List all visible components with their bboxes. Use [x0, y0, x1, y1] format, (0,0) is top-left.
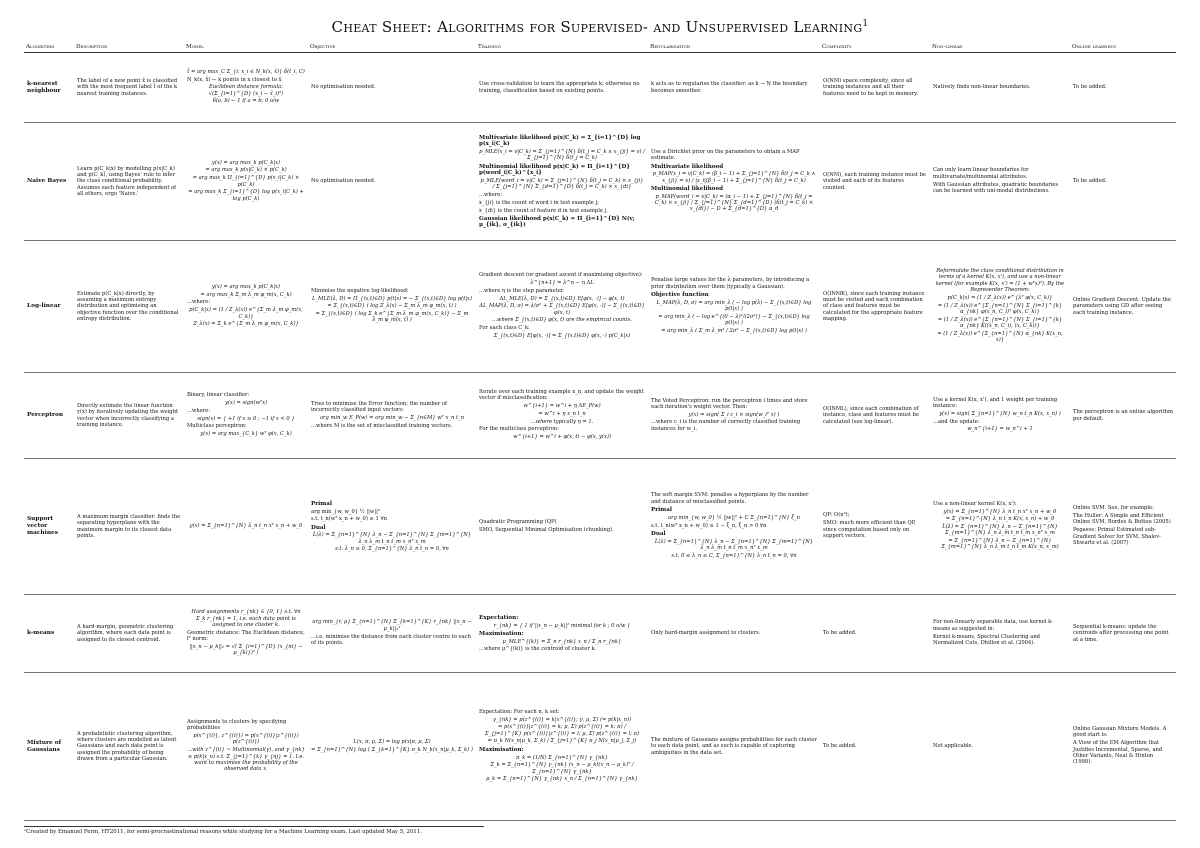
cell-line: Multiclass perceptron: — [187, 423, 247, 430]
cell-text: Only hard-margin assignment to clusters. — [651, 630, 761, 637]
cell-online — [1070, 595, 1176, 673]
cell-model — [184, 595, 308, 673]
cell-line: ...where: — [187, 299, 211, 306]
cell-alg — [24, 673, 74, 821]
cell-reg — [648, 123, 820, 241]
cell-reg — [648, 373, 820, 459]
column-header: Model — [184, 40, 308, 53]
cell-line: L̃(λ) = Σ_{n=1}^{N} λ_n − Σ_{n=1}^{N} Σ_{m=1}^{N} λ_n λ_m t_n t_m x_nᵀ x_m — [942, 524, 1058, 537]
cell-alg — [24, 53, 74, 123]
cell-line: Penalise large values for the λ parameters, by introducing a prior distribution over them (typically a Gaussian). — [651, 277, 810, 290]
cell-line: Primal — [651, 507, 672, 513]
cell-line: = π_k N(x_n|μ_k, Σ_k) / Σ_{j=1}^{K} π_j N(x_n|μ_j, Σ_j) — [487, 738, 637, 745]
cell-line: x_{ji} is the count of word i in test example j; — [479, 199, 599, 206]
cell-line: y(x) = sign(wᵀx) — [224, 399, 268, 406]
cell-text: No optimisation needed. — [311, 178, 376, 185]
cell-line: SMO: much more efficient than QP, since computation based only on support vectors. — [823, 520, 916, 539]
cell-line: p_MAP(x_i = v|C_k) = (β_i − 1) + Σ_{j=1}^{N} δ(t_j = C_k ∧ x_{ji} = v) / |x_i|(β_i − 1) + Σ_{j=1}^{N} δ(t_j = C_k) — [652, 171, 816, 184]
cell-reg — [648, 241, 820, 373]
cell-online — [1070, 373, 1176, 459]
cell-line: Online SVM. See, for example: — [1073, 505, 1154, 512]
cell-line: Z_λ(x) = Σ_k e^{Σ_m λ_m φ_m(x, C_k)} — [193, 321, 299, 328]
cell-line: Hard assignments r_{nk} ∈ {0, 1} s.t. ∀n Σ_k r_{nk} = 1, i.e. each data point is assigned to one cluster k. — [191, 609, 301, 628]
cell-line: Assignments to clusters by specifying probabilities — [187, 719, 287, 732]
cell-text: No optimisation needed. — [311, 84, 376, 91]
cell-line: μ_MLE^{(k)} = Σ_n r_{nk} x_n / Σ_n r_{nk} — [502, 638, 622, 645]
cell-desc — [74, 673, 184, 821]
cell-line: For each class C_k: — [479, 325, 530, 332]
cell-line: ΔL_MLE(λ, D) = Σ_{(x,t)∈D} E[φ(x, ·)] − φ(x, t) — [499, 295, 625, 302]
cell-line: Iterate over each training example x_n, and update the weight vector if misclassification: — [479, 388, 644, 402]
cell-line: s.t. t_n(wᵀ x_n + w_0) ≥ 1 ∀n — [311, 516, 387, 523]
cell-line: = Σ_{n=1}^{N} λ_n − Σ_{n=1}^{N} Σ_{m=1}^{N} λ_n λ_m t_n t_m K(x_n, x_m) — [941, 538, 1059, 551]
cell-comp — [820, 241, 930, 373]
cell-line: y(x) = Σ_{n=1}^{N} λ_n t_n xᵀ x_n + w_0 — [189, 522, 303, 529]
table-row — [24, 241, 1176, 373]
cell-line: Euclidean distance formula: √(Σ_{i=1}^{D} (x_i − x̂_i)²) — [208, 84, 284, 97]
cell-line: δ(a, b) ← 1 if a = b; 0 o/w — [212, 98, 280, 105]
cell-line: arg min_{w, w_0} ½ ||w||² — [311, 508, 380, 515]
cell-line: = (1 / Z_λ(x)) e^{Σ_{n=1}^{N} α_{nk} K(x_n, x)} — [937, 330, 1063, 344]
column-header: Objective — [308, 40, 476, 53]
cell-line: Kernel k-means, Spectral Clustering and Normalized Cuts, Dhillon et al. (2004). — [933, 633, 1040, 646]
cell-text: Mixture of Gaussians — [27, 739, 62, 753]
cell-text: To be added. — [823, 743, 857, 750]
cell-alg — [24, 123, 74, 241]
cell-online — [1070, 673, 1176, 821]
cell-comp — [820, 53, 930, 123]
table-row — [24, 595, 1176, 673]
cell-line: Multinomial likelihood — [651, 185, 724, 192]
cell-line: ...where μ^{(k)} is the centroid of cluster k. — [479, 646, 597, 653]
cell-text: Not applicable. — [933, 743, 974, 750]
cell-line: = arg max_k Σ_{i=1}^{D} log p(x_i|C_k) + log p(C_k) — [188, 189, 304, 202]
cell-line: p_MLE(word_i = v|C_k) = Σ_{j=1}^{N} δ(t_j = C_k) × x_{ji} / Σ_{j=1}^{N} Σ_{d=1}^{D} δ(t_j = C_k) × x_{di} — [480, 177, 644, 191]
cell-line: y(x) = arg max_k p(C_k|x) — [211, 283, 281, 290]
cell-line: ...where typically η = 1. — [530, 418, 594, 425]
cell-reg — [648, 673, 820, 821]
cell-line: μ_k = Σ_{n=1}^{N} γ_{nk} x_n / Σ_{n=1}^{N} γ_{nk} — [486, 776, 638, 783]
cell-line: Multinomial likelihood p(x|C_k) = Π_{i=1}^{D} p(word_i|C_k)^{x_i} — [479, 163, 630, 177]
cell-line: ...i.e. minimise the distance from each cluster centre to each of its points. — [311, 633, 471, 646]
cell-text: The mixture of Gaussians assigns probabilities for each cluster to each data point, and as such is capable of capturing ambiguities in the data set. — [651, 737, 817, 756]
cell-obj — [308, 123, 476, 241]
cell-line: N_k(x, x̂) ← k points in x closest to x̂ — [187, 76, 282, 83]
cell-line: For the multiclass perceptron: — [479, 426, 559, 433]
cell-line: = (1 / Z_λ(x)) e^{Σ_{n=1}^{N} Σ_{i=1}^{k} α_{nk} φ(x_n, C_i)ᵀ φ(x, C_k)} — [937, 302, 1063, 315]
cell-line: ...where: — [479, 191, 503, 198]
table-row — [24, 373, 1176, 459]
cell-line: ...where η is the step parameter. — [479, 287, 565, 294]
cell-model — [184, 459, 308, 595]
cell-train — [476, 595, 648, 673]
cell-comp — [820, 595, 930, 673]
cell-text: Naive Bayes — [27, 178, 67, 185]
cell-nonlin — [930, 373, 1070, 459]
table-row — [24, 673, 1176, 821]
cell-line: Expectation: — [479, 614, 519, 621]
cell-line: arg min_w E_P(w) = arg min_w − Σ_{n∈M} wᵀ x_n t_n — [319, 414, 465, 421]
cell-line: Reformulate the class conditional distribution in terms of a kernel K(x, x'), and use a non-linear kernel (for example K(x, x') = (1 + wᵀx)²). By the Representer Theorem: — [935, 268, 1065, 293]
cell-line: Σ_k = Σ_{n=1}^{N} γ_{nk} (x_n − μ_k)(x_n − μ_k)ᵀ / Σ_{n=1}^{N} γ_{nk} — [490, 762, 634, 775]
cell-alg — [24, 373, 74, 459]
cell-line: Multivariate likelihood — [651, 163, 724, 170]
cell-line: Tries to minimise the Error function; the number of incorrectly classified input vectors: — [311, 400, 447, 413]
cell-comp — [820, 673, 930, 821]
cell-text: A hard-margin, geometric clustering algorithm, where each data point is assigned to its closest centroid. — [77, 624, 174, 643]
cell-line: The Voted Perceptron: run the perceptron i times and store each iteration's weight vector. Then: — [651, 397, 808, 410]
cell-line: Primal — [311, 500, 332, 507]
cell-text: Natively finds non-linear boundaries. — [933, 84, 1031, 91]
cell-obj — [308, 241, 476, 373]
cell-line: Dual — [651, 530, 666, 537]
table-row — [24, 459, 1176, 595]
cell-text: Support vector machines — [27, 516, 59, 536]
cell-text: Learn p(C_k|x) by modelling p(x|C_k) and p(C_k), using Bayes' rule to infer the class conditional probability. Assumes each feature independent of all others, ergo 'Naive.' — [77, 165, 177, 197]
cell-obj — [308, 595, 476, 673]
cell-obj — [308, 53, 476, 123]
cell-comp — [820, 123, 930, 241]
cell-line: Quadratic Programming (QP) — [479, 518, 557, 525]
cell-obj — [308, 373, 476, 459]
cell-line: p(x^{(i)}, z^{(i)}) = p(x^{(i)}|z^{(i)}) p(z^{(i)}) — [193, 733, 299, 746]
cell-line: = arg min_λ ( Σ_m λ_m² / 2σ² − Σ_{(x,t)∈D} log p(t|x) ) — [661, 327, 807, 334]
cell-line: ...and the update: — [933, 418, 980, 425]
cell-line: = arg min_λ ( − log e^{(0 − λ)²/(2σ²)} − Σ_{(x,t)∈D} log p(t|x) ) — [658, 313, 810, 327]
cell-line: y(x) = sign( Σ_i c_i × sign(w_iᵀ x) ) — [688, 411, 780, 418]
cell-alg — [24, 595, 74, 673]
cheat-sheet-table — [24, 40, 1176, 821]
cell-line: y(x) = sign( Σ_{n=1}^{N} w_n t_n K(x, x_n) ) — [939, 410, 1061, 417]
cell-line: Online Gaussian Mixture Models. A good start is: — [1073, 726, 1167, 739]
cell-line: = Σ_{n=1}^{N} λ_n t_n K(x, x_n) + w_0 — [945, 516, 1055, 523]
cell-line: Maximisation: — [479, 746, 524, 753]
cell-text: O(INMK), since each training instance must be visited and each combination of class and features must be calculated for the appropriate feature mapping. — [823, 290, 925, 322]
cell-text: k-nearest neighbour — [27, 80, 61, 94]
cell-line: The Huller: A Simple and Efficient Online SVM, Bordes & Bottou (2005) — [1073, 513, 1171, 526]
cell-line: π_k = (1/N) Σ_{n=1}^{N} γ_{nk} — [516, 754, 608, 761]
cell-line: γ_{nk} = p(z^{(i)} = k|x^{(i)}; γ, μ, Σ) (= p(k|x_n)) — [492, 716, 632, 723]
header-row — [24, 40, 1176, 53]
table-row — [24, 123, 1176, 241]
cell-line: Gaussian likelihood p(x|C_k) = Π_{i=1}^{D} N(v; μ_{ik}, σ_{ik}) — [479, 215, 635, 229]
cell-line: Use a non-linear kernel K(x, x'): — [933, 500, 1017, 507]
cell-text: Directly estimate the linear function y(x) by iteratively updating the weight vector when incorrectly classifying a training instance. — [77, 402, 179, 428]
cell-obj — [308, 459, 476, 595]
cell-text: Log-linear — [27, 303, 61, 310]
cell-comp — [820, 373, 930, 459]
cell-online — [1070, 123, 1176, 241]
title-footnote-mark: 1 — [862, 19, 869, 29]
cell-line: y(x) = arg max_k p(C_k|x) — [211, 159, 281, 166]
cell-line: L(x, π, μ, Σ) = log p(x|π, μ, Σ) — [353, 738, 431, 745]
cell-alg — [24, 241, 74, 373]
cell-line: Gradient descent (or gradient ascent if maximising objective): — [479, 272, 643, 279]
cell-line: ...where: — [187, 407, 211, 414]
cell-line: ...with z^{(i)} ~ Multinomial(γ), and γ_{nk} ≡ p(k|x_n) s.t. Σ_{j=1}^{k} γ_{nj} = 1. I.e. want to maximise the probability of the observed data x. — [187, 747, 305, 773]
cell-text: Online Gradient Descent: Update the parameters using GD after seeing each training instance. — [1073, 297, 1171, 316]
cell-text: k acts as to regularise the classifier: as k → N the boundary becomes smoother. — [651, 81, 808, 94]
cell-line: SMO, Sequential Minimal Optimisation (chunking). — [479, 526, 614, 533]
cell-line: Pegasos: Primal Estimated sub-Gradient Solver for SVM, Shalev-Shwartz et al. (2007) — [1073, 527, 1161, 546]
cell-line: ...where c_i is the number of correctly classified training instances for w_i. — [651, 419, 801, 432]
footnote: ¹Created by Emanuel Ferm, HT2011, for semi-procrastinational reasons while studying for a Machine Learning exam. Last updated May 5, 2011. — [24, 826, 484, 835]
column-header: Online learning — [1070, 40, 1176, 53]
cell-line: x_{di} is the count of feature d in test example j. — [479, 207, 608, 214]
cell-line: ...where Σ_{(x,t)∈D} φ(x, t) are the empirical counts. — [492, 317, 632, 324]
column-header: Regularisation — [648, 40, 820, 53]
cell-text: To be added. — [1073, 84, 1107, 91]
cell-obj — [308, 673, 476, 821]
cell-text: To be added. — [1073, 178, 1107, 185]
cell-line: Objective function — [651, 291, 709, 298]
cell-model — [184, 53, 308, 123]
cell-line: Minimise the negative log-likelihood: — [311, 287, 409, 294]
cell-text: A maximum margin classifier: finds the separating hyperplane with the maximum margin to its closest data points. — [77, 513, 181, 539]
cell-nonlin — [930, 123, 1070, 241]
cell-alg — [24, 459, 74, 595]
cell-text: Sequential k-means: update the centroids after processing one point at a time. — [1073, 624, 1169, 643]
cell-line: = arg max_k Π_{i=1}^{D} p(x_i|C_k) × p(C_k) — [192, 175, 300, 188]
cell-nonlin — [930, 241, 1070, 373]
cell-line: s.t. t_n(wᵀ x_n + w_0) ≥ 1 − ξ_n, ξ_n > 0 ∀n — [651, 522, 767, 529]
cell-desc — [74, 53, 184, 123]
table-body — [24, 53, 1176, 821]
cell-train — [476, 673, 648, 821]
cell-line: For non-linearly separable data, use kernel k-means as suggested in: — [933, 619, 1053, 632]
cell-line: arg min_{w, w_0} ½ ||w||² + C Σ_{n=1}^{N} ξ_n — [668, 514, 800, 521]
cell-line: A View of the EM Algorithm that Justifies Incremental, Sparse, and Other Variants, Neal & Hinton (1998). — [1073, 740, 1163, 766]
cell-nonlin — [930, 673, 1070, 821]
cell-nonlin — [930, 595, 1070, 673]
cell-line: r_{nk} = { 1 if ||x_n − μ_k||² minimal for k ; 0 o/w } — [493, 622, 631, 629]
cell-line: ...where M is the set of misclassified training vectors. — [311, 422, 453, 429]
cell-model — [184, 673, 308, 821]
column-header: Description — [74, 40, 184, 53]
cell-desc — [74, 123, 184, 241]
cell-reg — [648, 459, 820, 595]
cell-line: Maximisation: — [479, 630, 524, 637]
cell-line: The soft margin SVM: penalise a hyperplane by the number and distance of misclassified points. — [651, 492, 809, 505]
cell-text: The perceptron is an online algorithm per default. — [1073, 409, 1173, 422]
cell-online — [1070, 241, 1176, 373]
cell-line: = arg max_k Σ_m λ_m φ_m(x, C_k) — [200, 291, 292, 298]
cell-line: Σ_{(x,t)∈D} E[φ(x, ·)] = Σ_{(x,t)∈D} φ(x, ·) p(C_k|x) — [493, 333, 631, 340]
title-text: Cheat Sheet: Algorithms for Supervised- and Unsupervised Learning — [331, 18, 863, 36]
cell-train — [476, 373, 648, 459]
cell-line: p(C_k|x) = (1 / Z_λ(x)) e^{λᵀ φ(x, C_k)} — [947, 294, 1053, 301]
cell-line: = (1 / Z_λ(x)) e^{Σ_{n=1}^{N} Σ_{i=1}^{k} α_{nk} K((x_n, C_i), (x, C_k))} — [937, 316, 1063, 329]
cell-text: A probabilistic clustering algorithm, where clusters are modelled as latent Gaussians and each data point is assigned the probability of being drawn from a particular Gaussian. — [77, 730, 177, 762]
cell-line: With Gaussian attributes, quadratic boundaries can be learned with uni-modal distributions. — [933, 181, 1059, 194]
cell-line: Use a kernel K(x, x'), and 1 weight per training instance: — [933, 396, 1058, 410]
cell-line: ΔL_MAP(λ, D, σ) = λ/σ² + Σ_{(x,t)∈D} E[φ(x, ·)] − Σ_{(x,t)∈D} φ(x, t) — [479, 303, 645, 316]
cell-line: w^{i+1} = w^i + φ(x, t) − φ(x, y(x)) — [513, 434, 611, 441]
cell-line: sign(x) = { +1 if x ≥ 0 ; −1 if x < 0 } — [197, 415, 295, 422]
cell-text: To be added. — [823, 630, 857, 637]
cell-text: O(NM) space complexity, since all training instances and all their features need to be kept in memory. — [823, 78, 919, 97]
cell-line: p_MLE(x_i = v|C_k) = Σ_{j=1}^{N} δ(t_j = C_k ∧ x_{ji} = v) / Σ_{j=1}^{N} δ(t_j = C_k) — [479, 149, 645, 162]
cell-train — [476, 123, 648, 241]
cell-text: O(NM), each training instance must be visited and each of its features counted. — [823, 172, 926, 191]
cell-desc — [74, 241, 184, 373]
cell-line: = Σ_{(x,t)∈D} ( log Σ_k e^{Σ_m λ_m φ_m(x, C_k)} − Σ_m λ_m φ_m(x, t) ) — [315, 311, 469, 324]
cell-nonlin — [930, 53, 1070, 123]
cell-line: p_MAP(word_i = v|C_k) = (α_i − 1) + Σ_{j=1}^{N} δ(t_j = C_k) × x_{ji} / Σ_{j=1}^{N} Σ_{d=1}^{D} (δ(t_j = C_k) × x_{di}) − D + Σ_{d=1}^{D} α_d — [654, 193, 814, 213]
cell-line: L̃(λ) = Σ_{n=1}^{N} λ_n − Σ_{n=1}^{N} Σ_{m=1}^{N} λ_n λ_m t_n t_m x_nᵀ x_m — [654, 538, 814, 551]
cell-line: QP: O(n³); — [823, 512, 850, 519]
cell-desc — [74, 595, 184, 673]
cell-line: = w^i + η x_n t_n — [538, 410, 586, 417]
cell-text: k-means — [27, 630, 55, 637]
cell-line: L_MLE(λ, D) = Π_{(x,t)∈D} p(t|x) = − Σ_{(x,t)∈D} log p(t|x) — [312, 295, 472, 302]
cell-text: Use cross-validation to learn the appropriate k; otherwise no training, classification based on existing points. — [479, 81, 640, 94]
cell-line: Dual — [311, 524, 326, 531]
cell-line: arg min_{r, μ} Σ_{n=1}^{N} Σ_{k=1}^{K} r_{nk} ||x_n − μ_k||₂² — [312, 619, 472, 632]
cell-model — [184, 123, 308, 241]
cell-line: t̂ = arg max_C Σ_{i: x_i ∈ N_k(x, x̂)} δ(t_i, C) — [187, 68, 305, 75]
cell-line: = Σ_{(x,t)∈D} ( log Z_λ(x) − Σ_m λ_m φ_m(x, t) ) — [327, 303, 457, 310]
cell-desc — [74, 373, 184, 459]
cell-model — [184, 241, 308, 373]
cell-line: Multivariate likelihood p(x|C_k) = Σ_{i=1}^{D} log p(x_i|C_k) — [479, 135, 641, 148]
cell-text: O(INML), since each combination of instance, class and features must be calculated (see log-linear). — [823, 406, 919, 425]
cell-desc — [74, 459, 184, 595]
cell-line: = arg max_k p(x|C_k) × p(C_k) — [205, 167, 287, 174]
cell-line: s.t. 0 ≤ λ_n ≤ C, Σ_{n=1}^{N} λ_n t_n = 0, ∀n — [671, 552, 797, 559]
column-header: Complexity — [820, 40, 930, 53]
column-header: Algorithm — [24, 40, 74, 53]
cell-line: p(C_k|x) = (1 / Z_λ(x)) e^{Σ_m λ_m φ_m(x, C_k)} — [189, 307, 303, 320]
cell-reg — [648, 595, 820, 673]
cell-line: y(x) = Σ_{n=1}^{N} λ_n t_n xᵀ x_n + w_0 — [943, 508, 1057, 515]
cell-text: Estimate p(C_k|x) directly, by assuming a maximum entropy distribution and optimising an objective function over the conditional entropy distribution. — [77, 290, 179, 322]
column-header: Training — [476, 40, 648, 53]
cell-model — [184, 373, 308, 459]
cell-nonlin — [930, 459, 1070, 595]
cell-reg — [648, 53, 820, 123]
table-row — [24, 53, 1176, 123]
cell-line: s.t. λ_n ≥ 0, Σ_{n=1}^{N} λ_n t_n = 0, ∀n — [335, 546, 449, 553]
cell-line: Binary, linear classifier: — [187, 392, 250, 399]
cell-online — [1070, 53, 1176, 123]
cell-line: Geometric distance: The Euclidean distance, l² norm: — [187, 629, 305, 642]
cell-text: Perceptron — [27, 412, 64, 419]
column-header: Non-linear — [930, 40, 1070, 53]
cell-text: The label of a new point x̂ is classified with the most frequent label t̂ of the k nearest training instances. — [77, 78, 178, 97]
cell-line: = p(x^{(i)}|z^{(i)} = k; μ, Σ) p(z^{(i)} = k; π) / Σ_{j=1}^{K} p(x^{(i)}|z^{(i)} = l; μ, Σ) p(z^{(i)} = l; π) — [484, 724, 640, 737]
cell-line: w^{i+1} = w^i + η ΔE_P(w) — [523, 403, 601, 410]
cell-line: Use a Dirichlet prior on the parameters to obtain a MAP estimate. — [651, 148, 800, 162]
cell-line: L_MAP(λ, D, σ) = arg min_λ ( − log p(λ) − Σ_{(x,t)∈D} log p(t|x) ) — [656, 299, 812, 312]
cell-train — [476, 459, 648, 595]
cell-comp — [820, 459, 930, 595]
cell-line: L̃(λ) = Σ_{n=1}^{N} λ_n − Σ_{n=1}^{N} Σ_{m=1}^{N} λ_n λ_m t_n t_m x_nᵀ x_m — [312, 532, 472, 545]
page-title — [0, 18, 1200, 36]
cell-online — [1070, 459, 1176, 595]
cell-line: y(x) = arg max_{C_k} wᵀ φ(x, C_k) — [200, 431, 292, 438]
cell-line: ||x_n − μ_k||₂ = √( Σ_{i=1}^{D} (x_{ni} − μ_{ki})² ) — [189, 643, 303, 656]
cell-train — [476, 53, 648, 123]
cell-line: Can only learn linear boundaries for multivariate/multinomial attributes. — [933, 167, 1029, 180]
cell-line: Expectation: For each n, k set: — [479, 708, 560, 715]
cell-line: = Σ_{n=1}^{N} log ( Σ_{k=1}^{K} π_k N_k(x_n|μ_k, Σ_k) ) — [311, 746, 473, 753]
cell-line: w_n^{i+1} = w_n^i + 1 — [967, 426, 1033, 433]
cell-train — [476, 241, 648, 373]
cell-line: λ^{n+1} = λ^n − η ΔL — [530, 279, 594, 286]
